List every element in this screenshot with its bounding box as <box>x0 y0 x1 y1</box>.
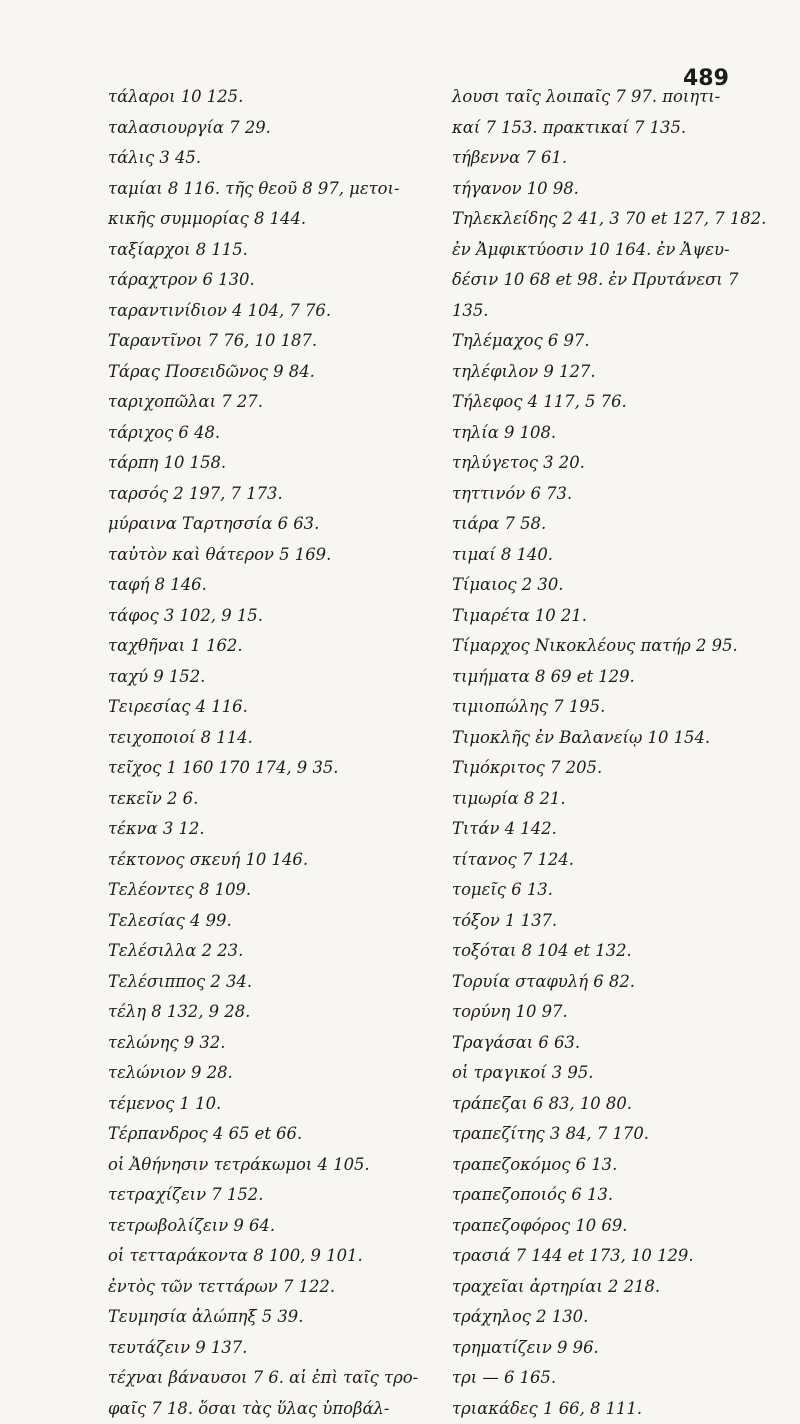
index-entry: Ταραντῖνοι 7 76, 10 187. <box>108 326 430 357</box>
index-entry: ταρσός 2 197, 7 173. <box>108 479 430 510</box>
index-entry: ταριχοπῶλαι 7 27. <box>108 387 430 418</box>
index-entry: ταχθῆναι 1 162. <box>108 631 430 662</box>
index-entry: τάρπη 10 158. <box>108 448 430 479</box>
index-entry: ταμίαι 8 116. τῆς θεοῦ 8 97, μετοι- <box>108 174 430 205</box>
index-entry: τίτανος 7 124. <box>452 845 774 876</box>
index-entry: τραπεζίτης 3 84, 7 170. <box>452 1119 774 1150</box>
index-entry: τράχηλος 2 130. <box>452 1302 774 1333</box>
index-entry: τιμήματα 8 69 et 129. <box>452 662 774 693</box>
index-entry: ταὐτὸν καὶ θάτερον 5 169. <box>108 540 430 571</box>
index-entry: τεκεῖν 2 6. <box>108 784 430 815</box>
index-entry: ταλασιουργία 7 29. <box>108 113 430 144</box>
index-entry: τήβεννα 7 61. <box>452 143 774 174</box>
index-entry: Τηλέμαχος 6 97. <box>452 326 774 357</box>
index-entry: τάλις 3 45. <box>108 143 430 174</box>
index-entry: τρηματίζειν 9 96. <box>452 1333 774 1364</box>
index-entry: Τίμαρχος Νικοκλέους πατήρ 2 95. <box>452 631 774 662</box>
index-entry: ταχύ 9 152. <box>108 662 430 693</box>
index-entry: τέκνα 3 12. <box>108 814 430 845</box>
index-entry: τετραχίζειν 7 152. <box>108 1180 430 1211</box>
index-entry: οἱ τραγικοί 3 95. <box>452 1058 774 1089</box>
index-entry: τράπεζαι 6 83, 10 80. <box>452 1089 774 1120</box>
index-entry: Τιμαρέτα 10 21. <box>452 601 774 632</box>
index-entry: τευτάζειν 9 137. <box>108 1333 430 1364</box>
index-entry: Τήλεφος 4 117, 5 76. <box>452 387 774 418</box>
index-entry: Τελέοντες 8 109. <box>108 875 430 906</box>
index-entry: τηττινόν 6 73. <box>452 479 774 510</box>
index-entry: τρασιά 7 144 et 173, 10 129. <box>452 1241 774 1272</box>
index-entry: τάραχτρον 6 130. <box>108 265 430 296</box>
index-column-right <box>452 82 774 1424</box>
index-entry: τριακάδες 1 66, 8 111. <box>452 1394 774 1424</box>
index-entry: τηλύγετος 3 20. <box>452 448 774 479</box>
index-entry: δέσιν 10 68 et 98. ἐν Πρυτάνεσι 7 <box>452 265 774 296</box>
index-entry: τέκτονος σκευή 10 146. <box>108 845 430 876</box>
index-entry: τιμιοπώλης 7 195. <box>452 692 774 723</box>
index-entry: ἐν Ἀμφικτύοσιν 10 164. ἐν Ἀψευ- <box>452 235 774 266</box>
index-entry: τορύνη 10 97. <box>452 997 774 1028</box>
index-entry: Τορυία σταφυλή 6 82. <box>452 967 774 998</box>
index-entry: τειχοποιοί 8 114. <box>108 723 430 754</box>
index-entry: τεῖχος 1 160 170 174, 9 35. <box>108 753 430 784</box>
index-entry: τελώνης 9 32. <box>108 1028 430 1059</box>
index-entry: τελώνιον 9 28. <box>108 1058 430 1089</box>
index-entry: τηλία 9 108. <box>452 418 774 449</box>
index-entry: Τελέσιππος 2 34. <box>108 967 430 998</box>
index-entry: τέλη 8 132, 9 28. <box>108 997 430 1028</box>
index-entry: ἐντὸς τῶν τεττάρων 7 122. <box>108 1272 430 1303</box>
index-entry: τάφος 3 102, 9 15. <box>108 601 430 632</box>
index-entry: Τειρεσίας 4 116. <box>108 692 430 723</box>
index-entry: Τάρας Ποσειδῶνος 9 84. <box>108 357 430 388</box>
index-entry: Τιμόκριτος 7 205. <box>452 753 774 784</box>
index-entry: τραχεῖαι ἀρτηρίαι 2 218. <box>452 1272 774 1303</box>
index-entry: τιμωρία 8 21. <box>452 784 774 815</box>
index-entry: οἱ Ἀθήνησιν τετράκωμοι 4 105. <box>108 1150 430 1181</box>
index-entry: 135. <box>452 296 774 327</box>
index-entry: τετρωβολίζειν 9 64. <box>108 1211 430 1242</box>
index-entry: Τραγάσαι 6 63. <box>452 1028 774 1059</box>
index-entry: τέχναι βάναυσοι 7 6. αἱ ἐπὶ ταῖς τρο- <box>108 1363 430 1394</box>
index-entry: τραπεζοποιός 6 13. <box>452 1180 774 1211</box>
index-entry: τραπεζοφόρος 10 69. <box>452 1211 774 1242</box>
index-entry: κικῆς συμμορίας 8 144. <box>108 204 430 235</box>
index-entry: Τευμησία ἀλώπηξ 5 39. <box>108 1302 430 1333</box>
index-entry: τάλαροι 10 125. <box>108 82 430 113</box>
index-entry: μύραινα Ταρτησσία 6 63. <box>108 509 430 540</box>
index-entry: καί 7 153. πρακτικαί 7 135. <box>452 113 774 144</box>
page-number: 489 <box>683 66 729 91</box>
index-entry: λουσι ταῖς λοιπαῖς 7 97. ποιητι- <box>452 82 774 113</box>
index-entry: τόξον 1 137. <box>452 906 774 937</box>
index-entry: Τιτάν 4 142. <box>452 814 774 845</box>
index-entry: τήγανον 10 98. <box>452 174 774 205</box>
index-entry: Τίμαιος 2 30. <box>452 570 774 601</box>
index-entry: τρι — 6 165. <box>452 1363 774 1394</box>
index-entry: ταραντινίδιον 4 104, 7 76. <box>108 296 430 327</box>
index-entry: φαῖς 7 18. ὅσαι τὰς ὕλας ὑποβάλ- <box>108 1394 430 1424</box>
index-entry: Τέρπανδρος 4 65 et 66. <box>108 1119 430 1150</box>
index-column-left <box>108 82 430 1424</box>
index-entry: τάριχος 6 48. <box>108 418 430 449</box>
index-entry: τοξόται 8 104 et 132. <box>452 936 774 967</box>
index-entry: οἱ τετταράκοντα 8 100, 9 101. <box>108 1241 430 1272</box>
index-entry: τραπεζοκόμος 6 13. <box>452 1150 774 1181</box>
index-entry: τομεῖς 6 13. <box>452 875 774 906</box>
index-entry: τιμαί 8 140. <box>452 540 774 571</box>
index-entry: ταφή 8 146. <box>108 570 430 601</box>
index-entry: τηλέφιλον 9 127. <box>452 357 774 388</box>
index-entry: τιάρα 7 58. <box>452 509 774 540</box>
index-entry: Τιμοκλῆς ἐν Βαλανείῳ 10 154. <box>452 723 774 754</box>
index-entry: τέμενος 1 10. <box>108 1089 430 1120</box>
index-entry: ταξίαρχοι 8 115. <box>108 235 430 266</box>
index-entry: Τηλεκλείδης 2 41, 3 70 et 127, 7 182. <box>452 204 774 235</box>
index-entry: Τελέσιλλα 2 23. <box>108 936 430 967</box>
index-entry: Τελεσίας 4 99. <box>108 906 430 937</box>
